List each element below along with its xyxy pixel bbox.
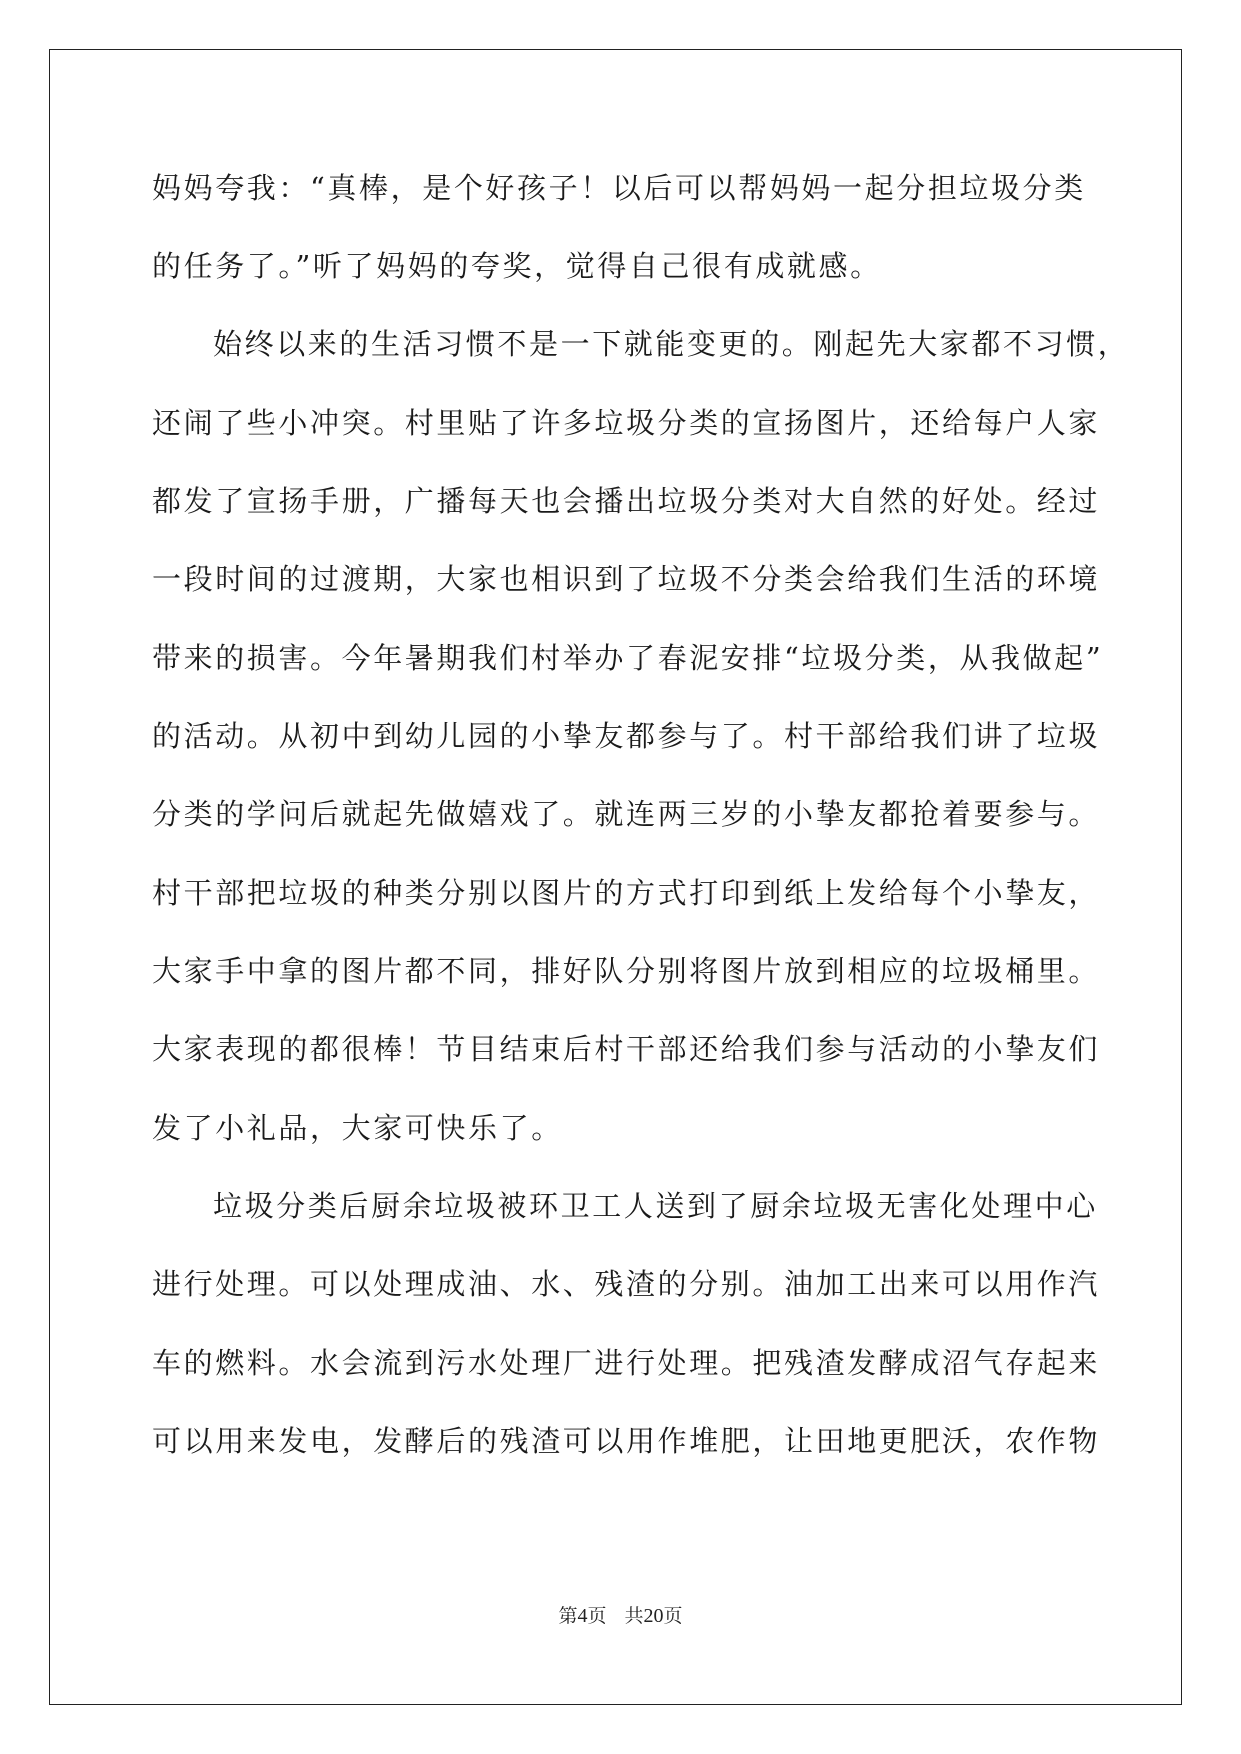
text-line: 还闹了些小冲突。村里贴了许多垃圾分类的宣扬图片，还给每户人家 — [152, 406, 1101, 440]
text-line: 进行处理。可以处理成油、水、残渣的分别。油加工出来可以用作汽 — [152, 1267, 1101, 1301]
page-footer — [0, 1601, 1241, 1628]
text-line: 的活动。从初中到幼儿园的小挚友都参与了。村干部给我们讲了垃圾 — [152, 719, 1101, 753]
text-line: 发了小礼品，大家可快乐了。 — [152, 1111, 563, 1145]
text-line: 车的燃料。水会流到污水处理厂进行处理。把残渣发酵成沼气存起来 — [152, 1346, 1101, 1380]
text-line: 大家表现的都很棒！节目结束后村干部还给我们参与活动的小挚友们 — [152, 1032, 1101, 1066]
text-line: 分类的学问后就起先做嬉戏了。就连两三岁的小挚友都抢着要参与。 — [152, 797, 1101, 831]
total-pages: 20 — [643, 1605, 664, 1627]
text-line: 妈妈夸我：“真棒，是个好孩子！以后可以帮妈妈一起分担垃圾分类 — [152, 171, 1086, 205]
text-line: 带来的损害。今年暑期我们村举办了春泥安排“垃圾分类，从我做起” — [152, 641, 1104, 675]
text-line: 村干部把垃圾的种类分别以图片的方式打印到纸上发给每个小挚友， — [152, 876, 1101, 910]
total-suffix: 页 — [663, 1605, 683, 1627]
text-line: 都发了宣扬手册，广播每天也会播出垃圾分类对大自然的好处。经过 — [152, 484, 1101, 518]
text-line: 的任务了。”听了妈妈的夸奖，觉得自己很有成就感。 — [152, 249, 882, 283]
paragraph-start-line: 垃圾分类后厨余垃圾被环卫工人送到了厨余垃圾无害化处理中心 — [213, 1189, 1098, 1223]
page-number: 4 — [577, 1605, 588, 1627]
page-prefix: 第 — [558, 1605, 578, 1627]
total-prefix: 共 — [624, 1605, 644, 1627]
text-line: 大家手中拿的图片都不同，排好队分别将图片放到相应的垃圾桶里。 — [152, 954, 1101, 988]
text-line: 可以用来发电，发酵后的残渣可以用作堆肥，让田地更肥沃，农作物 — [152, 1424, 1101, 1458]
text-line: 一段时间的过渡期，大家也相识到了垃圾不分类会给我们生活的环境 — [152, 562, 1101, 596]
page-suffix: 页 — [587, 1605, 607, 1627]
paragraph-start-line: 始终以来的生活习惯不是一下就能变更的。刚起先大家都不习惯， — [213, 327, 1130, 361]
